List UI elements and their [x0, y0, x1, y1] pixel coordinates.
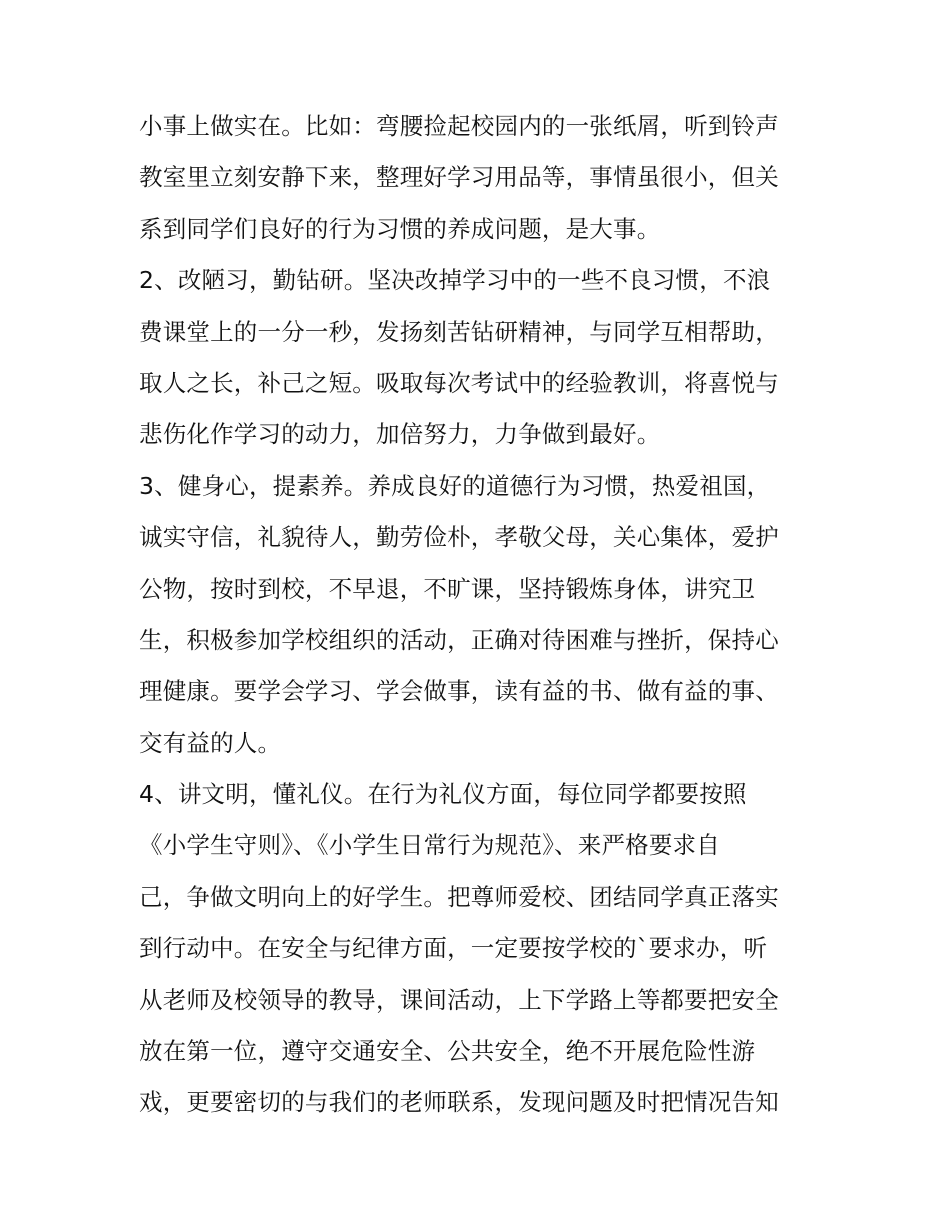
text-line: 诚实守信，礼貌待人，勤劳俭朴，孝敬父母，关心集体，爱护: [139, 523, 779, 552]
text-line: 《小学生守则》、《小学生日常行为规范》、来严格要求自: [139, 831, 720, 860]
text-line: 悲伤化作学习的动力，加倍努力，力争做到最好。: [139, 420, 661, 449]
text-line: 公物，按时到校，不早退，不旷课，坚持锻炼身体，讲究卫: [139, 574, 756, 603]
text-line: 己，争做文明向上的好学生。把尊师爱校、团结同学真正落实: [139, 882, 779, 911]
text-line: 交有益的人。: [139, 728, 282, 757]
body-text: [139, 101, 829, 1129]
text-line: 理健康。要学会学习、学会做事，读有益的书、做有益的事、: [139, 677, 779, 706]
text-line: 教室里立刻安静下来，整理好学习用品等，事情虽很小，但关: [139, 163, 779, 192]
text-line: 生，积极参加学校组织的活动，正确对待困难与挫折，保持心: [139, 625, 779, 654]
text-line: 戏，更要密切的与我们的老师联系，发现问题及时把情况告知: [139, 1088, 779, 1117]
text-line: 小事上做实在。比如：弯腰捡起校园内的一张纸屑，听到铃声: [139, 112, 779, 140]
text-line: 放在第一位，遵守交通安全、公共安全，绝不开展危险性游: [139, 1037, 756, 1066]
text-line: 到行动中。在安全与纪律方面，一定要按学校的`要求办，听: [139, 934, 768, 963]
text-line: 费课堂上的一分一秒，发扬刻苦钻研精神，与同学互相帮助，: [139, 317, 779, 346]
text-line: 2、改陋习，勤钻研。坚决改掉学习中的一些不良习惯，不浪: [139, 266, 771, 295]
text-line: 从老师及校领导的教导，课间活动，上下学路上等都要把安全: [139, 985, 779, 1014]
text-line: 取人之长，补己之短。吸取每次考试中的经验教训，将喜悦与: [139, 368, 779, 397]
text-line: 3、健身心，提素养。养成良好的道德行为习惯，热爱祖国，: [139, 471, 771, 500]
text-line: 系到同学们良好的行为习惯的养成问题，是大事。: [139, 214, 661, 243]
text-line: 4、讲文明，懂礼仪。在行为礼仪方面，每位同学都要按照: [139, 780, 747, 809]
